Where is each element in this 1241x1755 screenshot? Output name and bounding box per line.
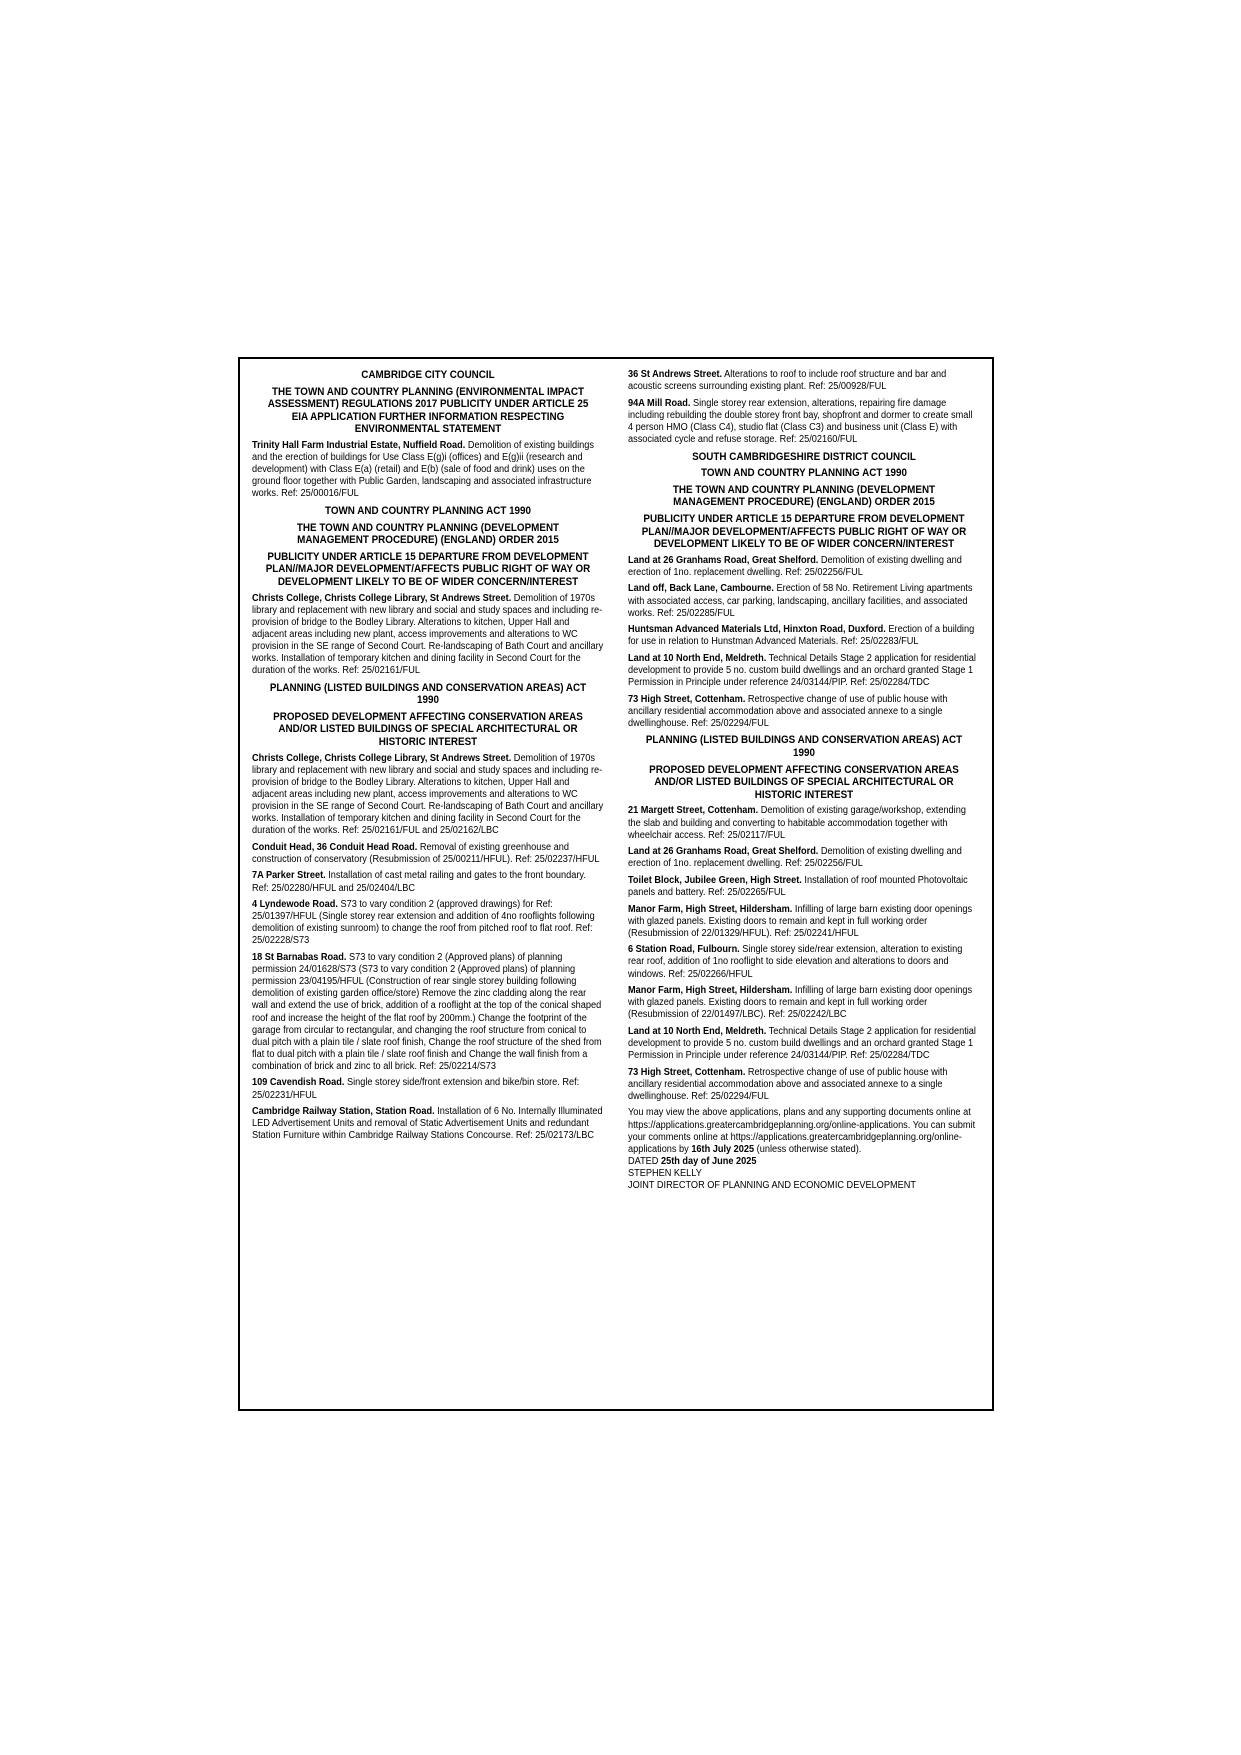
entry-address: 6 Station Road, Fulbourn.: [628, 944, 740, 956]
application-entry: [628, 1067, 980, 1103]
closing-deadline: 16th July 2025: [691, 1143, 755, 1155]
entry-address: Land at 10 North End, Meldreth.: [628, 652, 767, 664]
closing-deadline-note: (unless otherwise stated).: [756, 1143, 862, 1155]
entry-description: Demolition of existing garage/workshop, extending the slab and building and converting to habitable accommodation together with wheelchair access. Ref: 25/02117/FUL: [628, 805, 966, 841]
application-entry: [628, 624, 980, 648]
section-heading: PROPOSED DEVELOPMENT AFFECTING CONSERVATION AREAS AND/OR LISTED BUILDINGS OF SPECIAL ARCHITECTURAL OR HISTORIC INTEREST: [649, 763, 959, 801]
entry-address: Cambridge Railway Station, Station Road.: [252, 1106, 435, 1118]
section-heading: TOWN AND COUNTRY PLANNING ACT 1990: [700, 467, 907, 480]
entry-description: Erection of a building for use in relation to Hunstman Advanced Materials. Ref: 25/02283/FUL: [628, 624, 975, 648]
closing-signatory-title: JOINT DIRECTOR OF PLANNING AND ECONOMIC DEVELOPMENT: [628, 1180, 916, 1192]
entry-description: Demolition of existing buildings and the erection of buildings for Use Class E(g)i (offices) and E(g)ii (research and development) with Class E(a) (retail) and E(b) (sale of food and drink) uses on the ground floor together with Public Garden, landscaping and associated infrastructure works. Ref: 25/00016/FUL: [252, 439, 594, 500]
entry-description: Demolition of 1970s library and replacement with new library and social and study spaces and including re-provision of bridge to the Bodley Library. Alterations to kitchen, Upper Hall and adjacent areas including new plant, access improvements and alterations to WC provision in the SE range of Second Court. Re-landscaping of Bath Court and ancillary works. Installation of temporary kitchen and dining facility in Second Court for the duration of the works. Ref: 25/02161/FUL: [252, 592, 604, 677]
entry-address: Manor Farm, High Street, Hildersham.: [628, 903, 793, 915]
entry-address: 73 High Street, Cottenham.: [628, 1066, 746, 1078]
entry-address: 21 Margett Street, Cottenham.: [628, 805, 759, 817]
application-entry: [628, 555, 980, 579]
application-entry: [252, 1077, 604, 1101]
application-entry: [252, 952, 604, 1073]
application-entry: [252, 440, 604, 500]
notice-column-right: [628, 369, 980, 1401]
entry-description: Installation of cast metal railing and gates to the front boundary. Ref: 25/02280/HFUL and 25/02404/LBC: [252, 870, 586, 894]
application-entry: [252, 899, 604, 947]
section-heading: PUBLICITY UNDER ARTICLE 15 DEPARTURE FROM DEVELOPMENT PLAN//MAJOR DEVELOPMENT/AFFECTS PUBLIC RIGHT OF WAY OR DEVELOPMENT LIKELY TO BE OF WIDER CONCERN/INTEREST: [265, 550, 591, 588]
entry-description: Demolition of 1970s library and replacement with new library and social and study spaces and including re-provision of bridge to the Bodley Library. Alterations to kitchen, Upper Hall and adjacent areas including new plant, access improvements and alterations to WC provision in the SE range of Second Court. Re-landscaping of Bath Court and ancillary works. Installation of temporary kitchen and dining facility in Second Court for the duration of the works. Ref: 25/02161/FUL and 25/02162/LBC: [252, 752, 604, 837]
section-heading: PROPOSED DEVELOPMENT AFFECTING CONSERVATION AREAS AND/OR LISTED BUILDINGS OF SPECIAL ARCHITECTURAL OR HISTORIC INTEREST: [273, 710, 583, 749]
application-entry: [628, 369, 980, 393]
application-entry: [628, 904, 980, 940]
application-entry: [628, 398, 980, 446]
closing-signatory: STEPHEN KELLY: [628, 1167, 702, 1179]
entry-description: Infilling of large barn existing door openings with glazed panels. Existing doors to remain and kept in full working order (Resubmission of 22/01497/LBC). Ref: 25/02242/LBC: [628, 985, 973, 1021]
section-heading: PUBLICITY UNDER ARTICLE 15 DEPARTURE FROM DEVELOPMENT PLAN//MAJOR DEVELOPMENT/AFFECTS PUBLIC RIGHT OF WAY OR DEVELOPMENT LIKELY TO BE OF WIDER CONCERN/INTEREST: [641, 512, 967, 551]
entry-address: 109 Cavendish Road.: [252, 1077, 345, 1089]
entry-description: Demolition of existing dwelling and erection of 1no. replacement dwelling. Ref: 25/02256/FUL: [628, 846, 962, 870]
entry-address: 94A Mill Road.: [628, 397, 691, 409]
application-entry: [628, 985, 980, 1021]
section-heading: PLANNING (LISTED BUILDINGS AND CONSERVATION AREAS) ACT 1990: [269, 681, 587, 707]
closing-block: [628, 1107, 980, 1192]
section-heading: SOUTH CAMBRIDGESHIRE DISTRICT COUNCIL: [692, 450, 916, 463]
section-heading: CAMBRIDGE CITY COUNCIL: [361, 369, 495, 381]
application-entry: [252, 593, 604, 678]
entry-description: Infilling of large barn existing door openings with glazed panels. Existing doors to remain and kept in full working order (Resubmission of 22/01329/HFUL). Ref: 25/02241/HFUL: [628, 903, 973, 939]
application-entry: [252, 1106, 604, 1142]
entry-description: Installation of roof mounted Photovoltaic panels and battery. Ref: 25/02265/FUL: [628, 874, 968, 898]
entry-address: 18 St Barnabas Road.: [252, 952, 347, 964]
application-entry: [628, 583, 980, 619]
application-entry: [628, 944, 980, 980]
application-entry: [252, 870, 604, 894]
entry-description: Retrospective change of use of public house with ancillary residential accommodation above and associated annexe to a single dwellinghouse. Ref: 25/02294/FUL: [628, 693, 948, 729]
closing-dated-value: 25th day of June 2025: [661, 1155, 757, 1167]
entry-address: 73 High Street, Cottenham.: [628, 693, 746, 705]
entry-address: 7A Parker Street.: [252, 870, 326, 882]
entry-address: 4 Lyndewode Road.: [252, 899, 338, 911]
entry-description: S73 to vary condition 2 (Approved plans) of planning permission 24/01628/S73 (S73 to vary condition 2 (Approved plans) of planning permission 23/04195/HFUL (Construction of rear single storey building following demolition of existing garden office/store) Remove the zinc cladding along the rear wall and extend the use of brick, addition of a rooflight at the top of the conical shaped roof and increase the height of the flat roof by 200mm.) Change the footprint of the garage from circular to rectangular, and changing the roof structure from conical to dual pitch with a plain tile / slate roof finish, Change the roof structure of the shed from flat to dual pitch with a plain tile / slate roof finish and Change the wall finish from a combination of brick and zinc to all brick. Ref: 25/02214/S73: [252, 952, 602, 1072]
entry-description: Installation of 6 No. Internally Illuminated LED Advertisement Units and removal of Static Advertisement Units and redundant Station Furniture within Cambridge Railway Stations Concourse. Ref: 25/02173/LBC: [252, 1106, 603, 1142]
application-entry: [628, 805, 980, 841]
entry-address: Land at 10 North End, Meldreth.: [628, 1025, 767, 1037]
closing-dated: [628, 1156, 980, 1168]
entry-address: Christs College, Christs College Library, St Andrews Street.: [252, 752, 512, 764]
application-entry: [628, 694, 980, 730]
notice-column-left: [252, 369, 604, 1401]
entry-description: Single storey side/rear extension, alteration to existing rear roof, addition of 1no rooflight to side elevation and alterations to doors and windows. Ref: 25/02266/HFUL: [628, 944, 963, 980]
application-entry: [628, 875, 980, 899]
entry-address: Land at 26 Granhams Road, Great Shelford.: [628, 554, 819, 566]
entry-description: Single storey side/front extension and bike/bin store. Ref: 25/02231/HFUL: [252, 1077, 580, 1101]
section-heading: PLANNING (LISTED BUILDINGS AND CONSERVATION AREAS) ACT 1990: [645, 734, 963, 760]
entry-address: Conduit Head, 36 Conduit Head Road.: [252, 841, 418, 853]
entry-address: Toilet Block, Jubilee Green, High Street.: [628, 874, 802, 886]
section-heading: THE TOWN AND COUNTRY PLANNING (ENVIRONMENTAL IMPACT ASSESSMENT) REGULATIONS 2017 PUBLICITY UNDER ARTICLE 25 EIA APPLICATION FURTHER INFORMATION RESPECTING ENVIRONMENTAL STATEMENT: [267, 385, 589, 436]
section-heading: THE TOWN AND COUNTRY PLANNING (DEVELOPMENT MANAGEMENT PROCEDURE) (ENGLAND) ORDER 2015: [296, 521, 560, 547]
entry-address: Huntsman Advanced Materials Ltd, Hinxton Road, Duxford.: [628, 624, 886, 636]
entry-description: Single storey rear extension, alterations, repairing fire damage including rebuilding the double storey front bay, shopfront and dormer to create small 4 person HMO (Class C4), studio flat (Class C3) and business unit (Class E) with associated cycle and refuse storage. Ref: 25/02160/FUL: [628, 397, 973, 445]
entry-address: Trinity Hall Farm Industrial Estate, Nuffield Road.: [252, 439, 466, 451]
entry-description: Alterations to roof to include roof structure and bar and acoustic screens surrounding existing plant. Ref: 25/00928/FUL: [628, 369, 947, 393]
closing-intro: You may view the above applications, plans and any supporting documents online at https://applications.greatercambridgeplanning.org/online-applications. You can submit your comments online at https://applications.greatercambridgeplanning.org/online-applications by: [628, 1107, 976, 1155]
entry-description: Technical Details Stage 2 application for residential development to provide 5 no. custom build dwellings and an orchard granted Stage 1 Permission in Principle under reference 24/03144/PIP. Ref: 25/02284/TDC: [628, 652, 976, 689]
entry-description: Erection of 58 No. Retirement Living apartments with associated access, car parking, landscaping, ancillary facilities, and associated works. Ref: 25/02285/FUL: [628, 583, 973, 619]
entry-description: Removal of existing greenhouse and construction of conservatory (Resubmission of 25/00211/HFUL). Ref: 25/02237/HFUL: [252, 841, 600, 865]
application-entry: [628, 1026, 980, 1062]
entry-description: Retrospective change of use of public house with ancillary residential accommodation above and associated annexe to a single dwellinghouse. Ref: 25/02294/FUL: [628, 1066, 948, 1102]
entry-address: Manor Farm, High Street, Hildersham.: [628, 985, 793, 997]
section-heading: THE TOWN AND COUNTRY PLANNING (DEVELOPMENT MANAGEMENT PROCEDURE) (ENGLAND) ORDER 2015: [672, 483, 936, 509]
closing-dated-label: DATED: [628, 1155, 659, 1167]
application-entry: [252, 753, 604, 838]
closing-comments: [628, 1107, 980, 1155]
entry-address: Land off, Back Lane, Cambourne.: [628, 583, 774, 595]
public-notice: [238, 357, 994, 1411]
application-entry: [628, 846, 980, 870]
entry-address: Land at 26 Granhams Road, Great Shelford.: [628, 846, 819, 858]
application-entry: [252, 842, 604, 866]
entry-description: Demolition of existing dwelling and erection of 1no. replacement dwelling. Ref: 25/02256/FUL: [628, 554, 962, 578]
entry-description: Technical Details Stage 2 application for residential development to provide 5 no. custom build dwellings and an orchard granted Stage 1 Permission in Principle under reference 24/03144/PIP. Ref: 25/02284/TDC: [628, 1025, 976, 1062]
application-entry: [628, 653, 980, 689]
entry-address: Christs College, Christs College Library, St Andrews Street.: [252, 592, 512, 604]
entry-address: 36 St Andrews Street.: [628, 369, 723, 380]
right-sections: [628, 369, 980, 1103]
section-heading: TOWN AND COUNTRY PLANNING ACT 1990: [324, 504, 531, 517]
entry-description: S73 to vary condition 2 (approved drawings) for Ref: 25/01397/HFUL (Single storey rear extension and addition of 4no rooflights following demolition of existing sunroom) to change the roof from pitched roof to flat roof. Ref: 25/02228/S73: [252, 899, 595, 947]
